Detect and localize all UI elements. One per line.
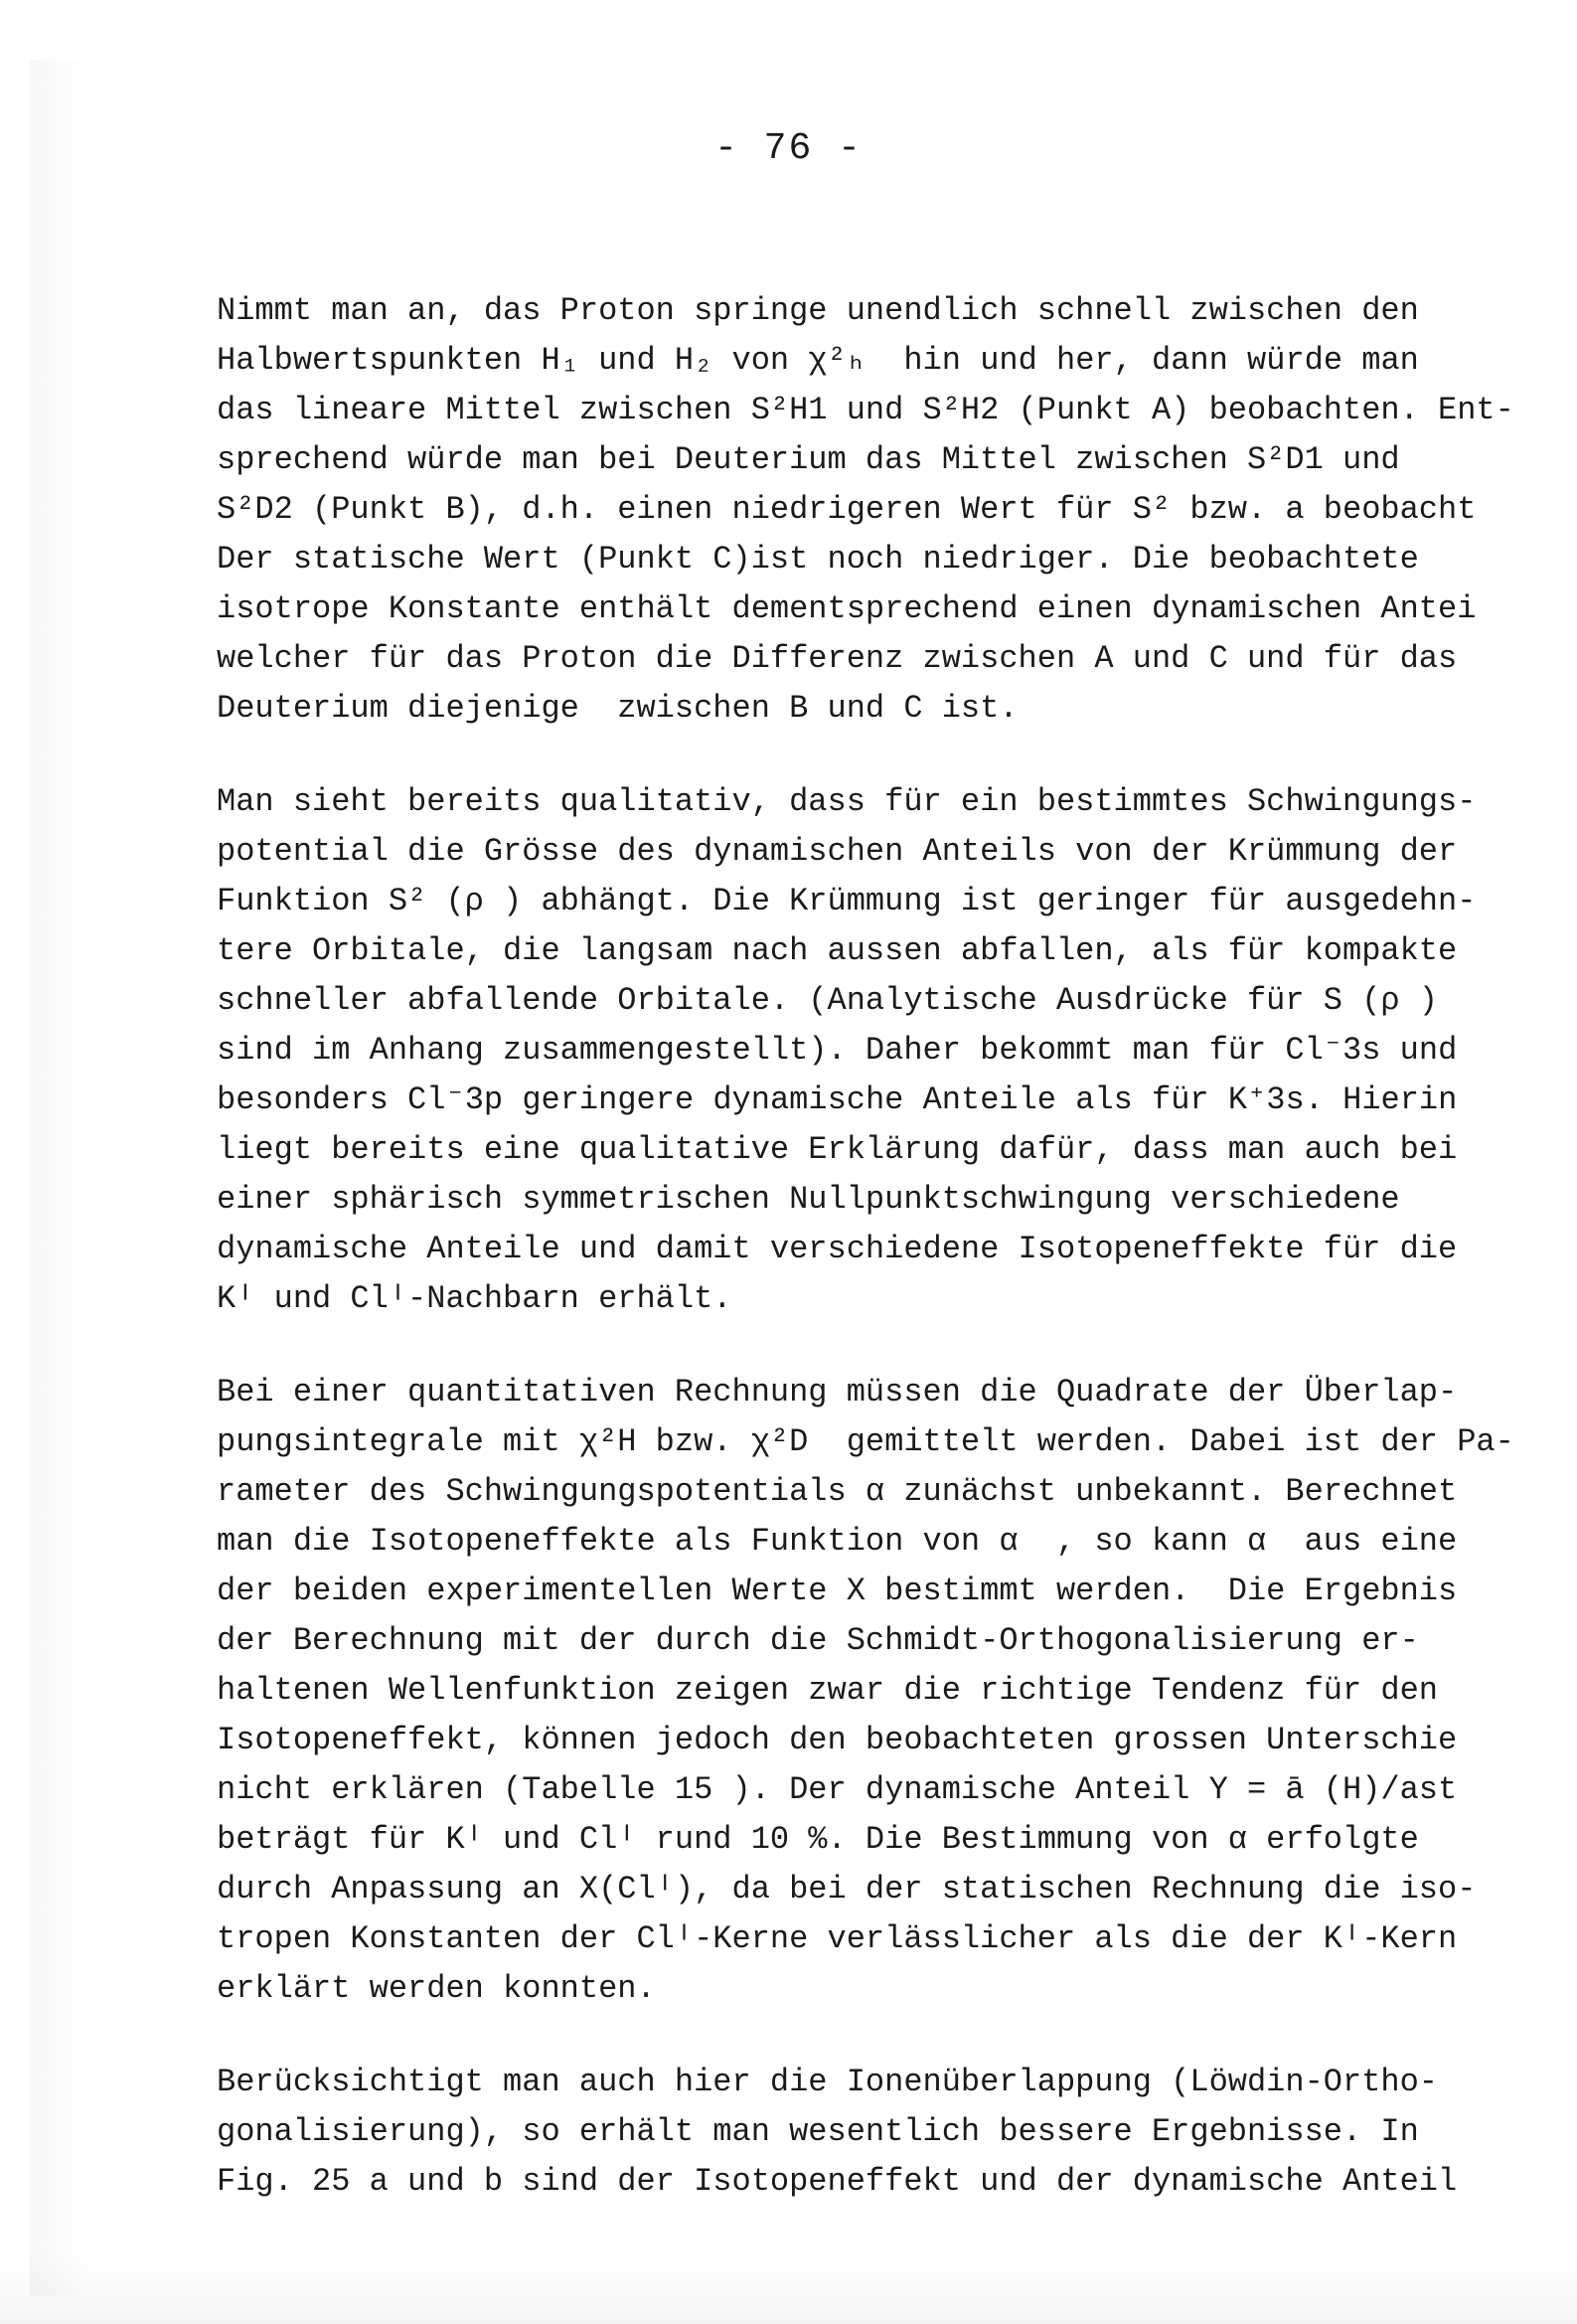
text-line: beträgt für Kᴵ und Clᴵ rund 10 %. Die Bestimmung von α erfolgte (217, 1821, 1419, 1858)
text-line: Kᴵ und Clᴵ-Nachbarn erhält. (217, 1280, 732, 1317)
text-line: gonalisierung), so erhält man wesentlich bessere Ergebnisse. In (217, 2113, 1419, 2150)
text-line: Halbwertspunkten H₁ und H₂ von χ²ₕ hin und her, dann würde man (217, 342, 1419, 379)
page-number: - 76 - (714, 127, 863, 170)
text-line: tere Orbitale, die langsam nach aussen abfallen, als für kompakte (217, 932, 1458, 969)
text-line: erklärt werden konnten. (217, 1970, 656, 2007)
text-line: Funktion S² (ρ ) abhängt. Die Krümmung ist geringer für ausgedehn- (217, 883, 1477, 919)
text-line: nicht erklären (Tabelle 15 ). Der dynamische Anteil Y = ā (H)/ast (217, 1771, 1458, 1808)
text-line: Isotopeneffekt, können jedoch den beobachteten grossen Unterschie (217, 1722, 1458, 1758)
scan-shadow-left (30, 60, 89, 2296)
text-line: der Berechnung mit der durch die Schmidt-Orthogonalisierung er- (217, 1622, 1419, 1659)
text-line: Berücksichtigt man auch hier die Ionenüberlappung (Löwdin-Ortho- (217, 2064, 1438, 2100)
text-line: schneller abfallende Orbitale. (Analytische Ausdrücke für S (ρ ) (217, 982, 1438, 1019)
body-text (217, 286, 1568, 2250)
text-line: Fig. 25 a und b sind der Isotopeneffekt und der dynamische Anteil (217, 2163, 1458, 2200)
paragraph-1 (217, 286, 1568, 734)
text-line: Der statische Wert (Punkt C)ist noch niedriger. Die beobachtete (217, 541, 1419, 578)
text-line: tropen Konstanten der Clᴵ-Kerne verlässlicher als die der Kᴵ-Kern (217, 1920, 1458, 1957)
text-line: pungsintegrale mit χ²H bzw. χ²D gemittelt werden. Dabei ist der Pa- (217, 1423, 1514, 1460)
paragraph-4 (217, 2058, 1568, 2207)
text-line: welcher für das Proton die Differenz zwischen A und C und für das (217, 640, 1458, 677)
text-line: der beiden experimentellen Werte X bestimmt werden. Die Ergebnis (217, 1573, 1458, 1609)
text-line: besonders Cl⁻3p geringere dynamische Anteile als für K⁺3s. Hierin (217, 1081, 1458, 1118)
text-line: dynamische Anteile und damit verschiedene Isotopeneffekte für die (217, 1231, 1458, 1267)
text-line: sind im Anhang zusammengestellt). Daher bekommt man für Cl⁻3s und (217, 1032, 1458, 1069)
text-line: liegt bereits eine qualitative Erklärung dafür, dass man auch bei (217, 1131, 1458, 1168)
text-line: haltenen Wellenfunktion zeigen zwar die richtige Tendenz für den (217, 1672, 1438, 1709)
text-line: Man sieht bereits qualitativ, dass für ein bestimmtes Schwingungs- (217, 783, 1477, 820)
text-line: S²D2 (Punkt B), d.h. einen niedrigeren Wert für S² bzw. a beobacht (217, 491, 1477, 528)
text-line: potential die Grösse des dynamischen Anteils von der Krümmung der (217, 833, 1458, 870)
text-line: einer sphärisch symmetrischen Nullpunktschwingung verschiedene (217, 1181, 1400, 1218)
scan-shadow-bottom (0, 2254, 1577, 2324)
text-line: man die Isotopeneffekte als Funktion von α , so kann α aus eine (217, 1523, 1458, 1560)
text-line: isotrope Konstante enthält dementsprechend einen dynamischen Antei (217, 590, 1477, 627)
text-line: das lineare Mittel zwischen S²H1 und S²H2 (Punkt A) beobachten. Ent- (217, 392, 1514, 428)
text-line: Bei einer quantitativen Rechnung müssen die Quadrate der Überlap- (217, 1374, 1458, 1411)
text-line: rameter des Schwingungspotentials α zunächst unbekannt. Berechnet (217, 1473, 1458, 1510)
paragraph-2 (217, 777, 1568, 1324)
paragraph-3 (217, 1368, 1568, 2014)
text-line: Deuterium diejenige zwischen B und C ist. (217, 690, 1019, 727)
text-line: durch Anpassung an X(Clᴵ), da bei der statischen Rechnung die iso- (217, 1871, 1477, 1908)
text-line: sprechend würde man bei Deuterium das Mittel zwischen S²D1 und (217, 441, 1400, 478)
text-line: Nimmt man an, das Proton springe unendlich schnell zwischen den (217, 292, 1419, 329)
